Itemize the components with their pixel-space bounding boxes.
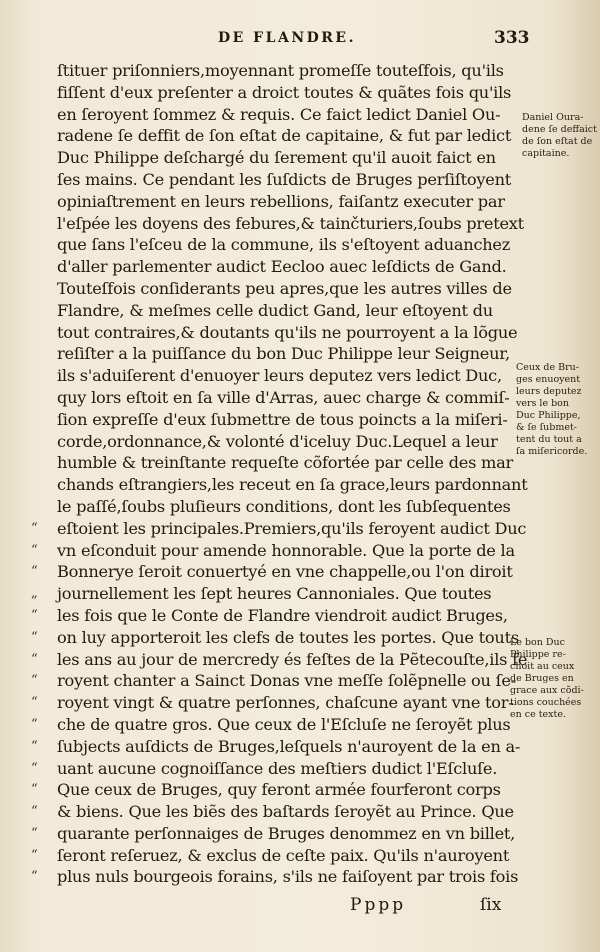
text-line — [57, 496, 517, 518]
margin-note-line: ſa miſericorde. — [516, 446, 588, 457]
text-line — [57, 387, 517, 409]
margin-note-line: tent du tout a — [516, 434, 582, 445]
text-line — [57, 191, 517, 213]
text-line — [57, 300, 517, 322]
line-text: vn eſconduit pour amende honnorable. Que la porte de la — [57, 540, 515, 560]
margin-note-daniel-ouradene — [522, 112, 597, 160]
text-line — [31, 823, 517, 845]
margin-note-duke-grace — [510, 637, 584, 721]
text-line — [57, 322, 517, 344]
text-line — [31, 518, 527, 540]
line-text: on luy apporteroit les clefs de toutes les portes. Que touts — [57, 627, 519, 647]
line-text: reſiſter a la puiſſance du bon Duc Philippe leur Seigneur, — [57, 344, 510, 364]
page-number: 333 — [494, 28, 530, 48]
body-text — [31, 60, 528, 888]
quotation-mark: “ — [31, 607, 38, 623]
margin-note-bruges-deputies — [516, 362, 587, 458]
quotation-mark: “ — [31, 804, 38, 820]
line-text: corde,ordonnance,& volonté d'iceluy Duc.Lequel a leur — [57, 431, 498, 451]
line-text: chands eſtrangiers,les receut en ſa grace,leurs pardonnant — [57, 475, 528, 495]
line-text: ſubjects auſdicts de Bruges,leſquels n'auroyent de la en a- — [57, 736, 521, 756]
margin-note-line: vers le bon — [516, 398, 570, 409]
quotation-mark: “ — [31, 716, 38, 732]
text-line — [31, 779, 517, 801]
quotation-mark: “ — [31, 847, 38, 863]
text-line — [31, 736, 521, 758]
text-line — [57, 256, 517, 278]
quotation-mark: “ — [31, 825, 38, 841]
line-text: que ſans l'eſceu de la commune, ils s'eſtoyent aduanchez — [57, 235, 511, 255]
text-line — [31, 714, 517, 736]
quotation-mark: “ — [31, 782, 38, 798]
catchword: ſix — [480, 895, 502, 915]
line-text: fiſſent d'eux preſenter a droict toutes & quãtes fois qu'ils — [57, 82, 512, 102]
line-text: ſion expreſſe d'eux ſubmettre de tous poincts a la miſeri- — [57, 409, 508, 429]
line-text: ſtituer priſonniers,moyennant promeſſe touteſfois, qu'ils — [57, 61, 504, 80]
line-text: eſtoient les principales.Premiers,qu'ils feroyent audict Duc — [57, 518, 527, 538]
text-line — [57, 474, 528, 496]
margin-note-line: de ſon eſtat de — [522, 136, 593, 147]
text-line — [57, 169, 517, 191]
margin-note-line: grace aux cõdi- — [510, 685, 584, 696]
line-text: opiniaſtrement en leurs rebellions, faiſantz executer par — [57, 191, 505, 211]
line-text: uant aucune cognoiſſance des meſtiers dudict l'Eſcluſe. — [57, 758, 498, 778]
margin-note-line: en ce texte. — [510, 709, 566, 720]
line-text: radene ſe deffit de ſon eſtat de capitaine, & fut par ledict — [57, 126, 512, 146]
line-text: en ſeroyent ſommez & requis. Ce faict ledict Daniel Ou- — [57, 104, 501, 124]
text-line — [57, 125, 517, 147]
signature-mark: Pppp — [350, 895, 407, 915]
text-line — [57, 147, 517, 169]
margin-note-line: leurs deputez — [516, 386, 582, 397]
text-line — [57, 431, 517, 453]
quotation-mark: “ — [31, 673, 38, 689]
text-line — [31, 758, 517, 780]
quotation-mark: “ — [31, 564, 38, 580]
text-line — [57, 452, 517, 474]
line-text: les fois que le Conte de Flandre viendroit audict Bruges, — [57, 605, 508, 625]
line-text: Que ceux de Bruges, quy feront armée fourferont corps — [57, 780, 501, 800]
text-line — [31, 583, 517, 605]
margin-note-line: tions couchées — [510, 697, 582, 708]
text-line — [31, 540, 517, 562]
margin-note-line: & ſe ſubmet- — [516, 422, 578, 433]
text-line — [31, 866, 519, 888]
quotation-mark: “ — [31, 520, 38, 536]
line-text: Flandre, & meſmes celle dudict Gand, leur eſtoyent du — [57, 300, 493, 320]
quotation-mark: “ — [31, 760, 38, 776]
margin-note-line: Le bon Duc — [510, 637, 565, 648]
text-line — [31, 670, 517, 692]
margin-note-line: dene ſe deffaict — [522, 124, 597, 135]
line-text: humble & treinſtante requeſte cõfortée par celle des mar — [57, 453, 514, 473]
line-text: plus nuls bourgeois forains, s'ils ne faiſoyent par trois fois — [57, 867, 519, 887]
margin-note-line: Ceux de Bru- — [516, 362, 579, 373]
quotation-mark: “ — [31, 869, 38, 885]
text-line — [57, 60, 517, 82]
text-line — [31, 649, 528, 671]
line-text: tout contraires,& doutants qu'ils ne pourroyent a la lõgue — [57, 322, 518, 342]
text-line — [57, 234, 517, 256]
text-line — [57, 82, 517, 104]
text-line — [31, 801, 517, 823]
line-text: l'eſpée les doyens des febures,& tainčturiers,ſoubs pretext — [57, 213, 524, 233]
text-line — [57, 104, 517, 126]
margin-note-line: capitaine. — [522, 148, 570, 159]
line-text: les ans au jour de mercredy és feſtes de la Pẽtecouſte,ils fe — [57, 649, 528, 669]
margin-note-line: choit au ceux — [510, 661, 575, 672]
line-text: quarante perſonnaiges de Bruges denommez en vn billet, — [57, 823, 516, 843]
text-line — [57, 278, 517, 300]
line-text: le paſſé,ſoubs pluſieurs conditions, dont les ſubſequentes — [57, 496, 511, 516]
text-line — [57, 409, 517, 431]
line-text: ſeront reſeruez, & exclus de ceſte paix. Qu'ils n'auroyent — [57, 845, 510, 865]
margin-note-line: Duc Philippe, — [516, 410, 581, 421]
line-text: quy lors eſtoit en ſa ville d'Arras, auec charge & commiſ- — [57, 387, 510, 407]
line-text: d'aller parlementer audict Eecloo auec leſdicts de Gand. — [57, 257, 507, 277]
running-head: DE FLANDRE. — [218, 30, 356, 46]
text-line — [31, 605, 517, 627]
quotation-mark: “ — [31, 738, 38, 754]
quotation-mark: “ — [31, 695, 38, 711]
line-text: Bonnerye ſeroit conuertyé en vne chappelle,ou l'on diroit — [57, 562, 513, 582]
line-text: ſes mains. Ce pendant les ſuſdicts de Bruges perſiſtoyent — [57, 169, 512, 189]
line-text: journellement les ſept heures Cannoniales. Que toutes — [57, 584, 492, 604]
quotation-mark: “ — [31, 651, 38, 667]
line-text: Duc Philippe deſchargé du ſerement qu'il auoit faict en — [57, 148, 496, 168]
margin-note-line: Philippe re- — [510, 649, 566, 660]
text-line — [57, 343, 517, 365]
margin-note-line: Daniel Oura- — [522, 112, 584, 123]
text-line — [31, 845, 517, 867]
text-line — [57, 365, 517, 387]
text-line — [31, 627, 519, 649]
margin-note-line: de Bruges en — [510, 673, 574, 684]
quotation-mark: “ — [31, 542, 38, 558]
line-text: Touteſfois conſiderants peu apres,que les autres villes de — [57, 278, 512, 298]
quotation-mark: „ — [31, 586, 38, 602]
quotation-mark: “ — [31, 629, 38, 645]
line-text: che de quatre gros. Que ceux de l'Eſcluſe ne ſeroyẽt plus — [57, 714, 511, 734]
line-text: royent chanter a Sainct Donas vne meſſe ſolẽpnelle ou ſe- — [57, 671, 516, 691]
text-line — [57, 213, 524, 235]
text-line — [31, 561, 517, 583]
margin-note-line: ges enuoyent — [516, 374, 581, 385]
line-text: ils s'aduiſerent d'enuoyer leurs deputez vers ledict Duc, — [57, 366, 502, 386]
text-line — [31, 692, 517, 714]
line-text: & biens. Que les biẽs des baſtards ſeroyẽt au Prince. Que — [57, 802, 514, 822]
line-text: royent vingt & quatre perſonnes, chaſcune ayant vne tor- — [57, 693, 514, 713]
